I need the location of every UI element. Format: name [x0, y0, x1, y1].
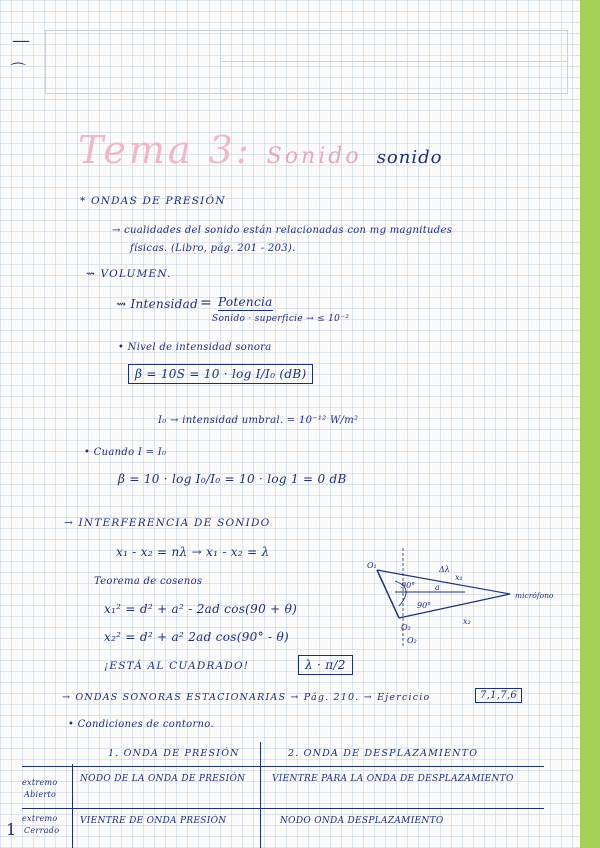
diagram-sources-line: [377, 570, 399, 618]
table-rule-row: [22, 808, 544, 809]
boundary-table: [22, 742, 544, 848]
row1-label-a: extremo: [22, 778, 58, 787]
level-formula-box: β = 10S = 10 · log I/I₀ (dB): [128, 364, 313, 384]
interference-eq3: x₂² = d² + a² 2ad cos(90° - θ): [104, 630, 289, 644]
threshold-intensity: I₀ → intensidad umbral. = 10⁻¹² W/m²: [158, 415, 359, 426]
diagram-label-source-bottom: O₂: [401, 623, 411, 632]
header-divider-horizontal: [220, 61, 567, 62]
row2-label-a: extremo: [22, 814, 58, 823]
title-subject-pink: Sonido: [266, 144, 362, 169]
page-title: [78, 128, 442, 172]
row1-displacement: VIENTRE PARA LA ONDA DE DESPLAZAMIENTO: [272, 774, 514, 784]
row1-pressure: NODO DE LA ONDA DE PRESIÓN: [80, 774, 246, 784]
table-header-pressure: 1. ONDA DE PRESIÓN: [108, 748, 240, 759]
diagram-label-x1: x₁: [455, 573, 463, 582]
title-subject-ink: sonido: [376, 147, 443, 168]
note-line-1: → cualidades del sonido están relacionadas con mg magnitudes: [112, 225, 453, 236]
intensity-equals: =: [200, 295, 213, 311]
row2-label-b: Cerrado: [24, 826, 60, 835]
table-rule-header: [22, 766, 544, 767]
table-column-divider: [260, 742, 261, 848]
exercise-reference: 7,1,7,6: [475, 688, 522, 703]
green-margin-strip: [580, 0, 600, 848]
diagram-label-lambda: Δλ: [439, 565, 450, 574]
title-pink: Tema 3: [78, 128, 236, 172]
row1-label-b: Abierto: [24, 790, 57, 799]
interference-eq1: x₁ - x₂ = nλ → x₁ - x₂ = λ: [116, 545, 270, 559]
diagram-label-angle1: 90°: [401, 581, 416, 590]
level-heading: • Nivel de intensidad sonora: [118, 342, 272, 353]
intensity-numerator: Potencia: [218, 295, 273, 309]
case-formula: β = 10 · log I₀/I₀ = 10 · log 1 = 0 dB: [118, 472, 347, 486]
heading-standing-waves: → ONDAS SONORAS ESTACIONARIAS → Pág. 210. → Ejercicio: [62, 692, 431, 703]
row2-displacement: NODO ONDA DESPLAZAMIENTO: [280, 816, 444, 826]
heading-pressure-waves: * ONDAS DE PRESIÓN: [80, 195, 226, 207]
margin-mark-2: ⌒: [10, 61, 27, 80]
intensity-denominator: Sonido · superficie → ≤ 10⁻²: [212, 314, 350, 324]
interference-diagram: [355, 548, 570, 653]
margin-number: 1: [6, 820, 17, 839]
margin-mark-1: —: [12, 30, 31, 51]
case-heading: • Cuando I = I₀: [84, 447, 167, 458]
diagram-label-x2: x₂: [463, 617, 471, 626]
interference-eq2: x₁² = d² + a² - 2ad cos(90 + θ): [104, 602, 298, 616]
table-header-displacement: 2. ONDA DE DESPLAZAMIENTO: [288, 748, 479, 759]
diagram-label-d: a: [435, 583, 440, 592]
title-sep: :: [235, 128, 252, 172]
squared-note: ¡ESTÁ AL CUADRADO!: [104, 660, 250, 672]
heading-interference: → INTERFERENCIA DE SONIDO: [64, 517, 271, 529]
header-divider-vertical: [220, 31, 221, 93]
diagram-label-receiver: micrófono: [515, 591, 554, 600]
intensity-lhs: ⇝ Intensidad: [116, 297, 199, 311]
diagram-label-angle2: 90°: [417, 601, 432, 610]
note-line-2: físicas. (Libro, pág. 201 - 203).: [130, 243, 296, 254]
lambda-boxed: λ · π/2: [298, 655, 353, 675]
header-grid-box: [45, 30, 568, 94]
diagram-path-bottom: [399, 594, 510, 618]
boundary-conditions: • Condiciones de contorno.: [68, 719, 214, 730]
row2-pressure: VIENTRE DE ONDA PRESIÓN: [80, 816, 227, 826]
table-label-divider: [72, 764, 73, 848]
diagram-label-bottom: O₂: [407, 636, 417, 645]
diagram-label-source-top: O₁: [367, 561, 377, 570]
heading-volume: ⇝ VOLUMEN.: [86, 268, 172, 280]
cosine-theorem: Teorema de cosenos: [94, 576, 203, 587]
